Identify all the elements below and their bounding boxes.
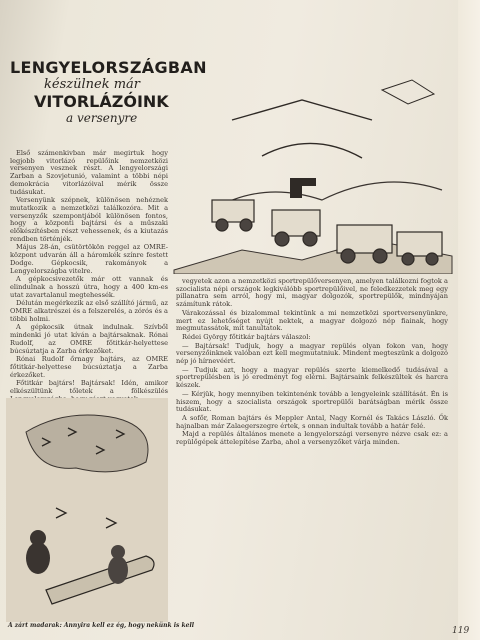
illustration-birds-and-bomb <box>6 398 168 622</box>
paragraph: Főtitkár bajtárs! Bajtársak! Idén, amikor elkészültünk tőletek a fölkészülés <box>10 379 168 396</box>
paragraph: — Tudjuk azt, hogy a magyar repülés szerte kiemelkedő tudásával a sportrepülésben is jó eredményt fog elérni. Bajtársaink felkészültek és harcra készek. <box>176 365 448 390</box>
paragraph: A gépkocsivezetők már ott vannak és elindulnak a hosszú útra, hogy a 400 km-es utat zavartalanul megtehessék. <box>10 275 168 299</box>
paragraph: — Bajtársak! Tudjuk, hogy a magyar repülés olyan fokon van, hogy versenyzőinknek valóban ezt kell megmutatniuk. Mindent megteszünk a dolgozó nép jó hírnevéért. <box>176 341 448 366</box>
article-column-left <box>10 150 168 405</box>
headline-line2: készülnek már <box>44 77 140 92</box>
article-headline <box>10 58 207 125</box>
paragraph: A sofőr, Roman bajtárs és Meppler Antal, Nagy Kornél és Takács László. Ők hajnalban már Zalaegerszegre értek, s onnan indultak tovább a határ felé. <box>176 413 448 430</box>
paragraph: Első számenkivban már megirtuk hogy legjobb vitorlázó repülőink nemzetközi versenyen vesznek részt. A lengyelországi Zarban a Szovjetunió, valamint a többi népi demokrácia vitorlázóival mérik össze tudásukat. <box>10 149 168 196</box>
headline-line1: LENGYELORSZÁGBAN <box>10 58 207 77</box>
page-number: 119 <box>452 626 470 636</box>
paragraph: vegyetek azon a nemzetközi sportrepülőversenyen, amelyen találkozni fogtok a szocialista népi országok legkiválóbb sportrepülőivel, ne feledkezzetek meg egy pillanatra sem arról, hogy mi, magyar dolgozók, sportrepülők, mindnyájan számítunk rátok. <box>176 277 448 309</box>
paragraph: Versenyünk szépnek, különösen nehéznek mutatkozik a nemzetközi találkozóra. Mit a versenyzők szempontjából különösen fontos, hogy a központi bajtársi és a műszaki előkészítésben részt vehessenek, és a kiutazás rendben történjék. <box>10 196 168 243</box>
headline-line4: a versenyre <box>66 111 138 125</box>
page-edge <box>458 0 480 640</box>
paragraph: Rédei György főtitkár bajtárs válaszol: <box>182 332 311 341</box>
illustration-convoy <box>172 60 454 274</box>
paragraph: Rónai Rudolf őrnagy bajtárs, az OMRE főtitkár-helyettese búcsúztatja a Zarba érkezőket. <box>10 355 168 379</box>
paragraph: — Kérjük, hogy mennyiben tekintenénk tovább a lengyeleink szállítását. Én is hiszem, hogy a szocialista országok sportrepülői barátságban mérik össze tudásukat. <box>176 389 448 414</box>
paragraph: Május 28-án, csütörtökön reggel az OMRE-központ udvarán áll a háromkék színre festett Dodge. Gépkocsik, rakományok a Lengyelországba vitelre. <box>10 243 168 275</box>
illustration-caption: A zárt madarak: Annyira kell ez ég, hogy nekünk is kell <box>8 622 195 629</box>
paragraph: A gépkocsik útnak indulnak. Szívből mindenki jó utat kíván a bajtársaknak. Rónai Rudolf, az OMRE főtitkár-helyettese búcsúztatja a Zarba érkezőket. <box>10 323 168 355</box>
paragraph: Várakozással és bizalommal tekintünk a mi nemzetközi sportversenyünkre, mert ez lehetőséget nyújt nektek, a magyar dolgozó nép fiainak, hogy megmutassátok, mit tanultatok. <box>176 308 448 333</box>
headline-line3: VITORLÁZÓINK <box>34 92 169 111</box>
article-column-right <box>176 278 448 448</box>
paragraph: Délután megérkezik az első szállító jármű, az OMRE alkatrészei és a felszerelés, a zórós és a többi holmi. <box>10 299 168 323</box>
paragraph: Majd a repülés általános menete a lengyelországi versenyre nézve csak ez: a repülőgépek áttelepítése Zarba, ahol a versenyzőket várja minden. <box>176 430 448 447</box>
